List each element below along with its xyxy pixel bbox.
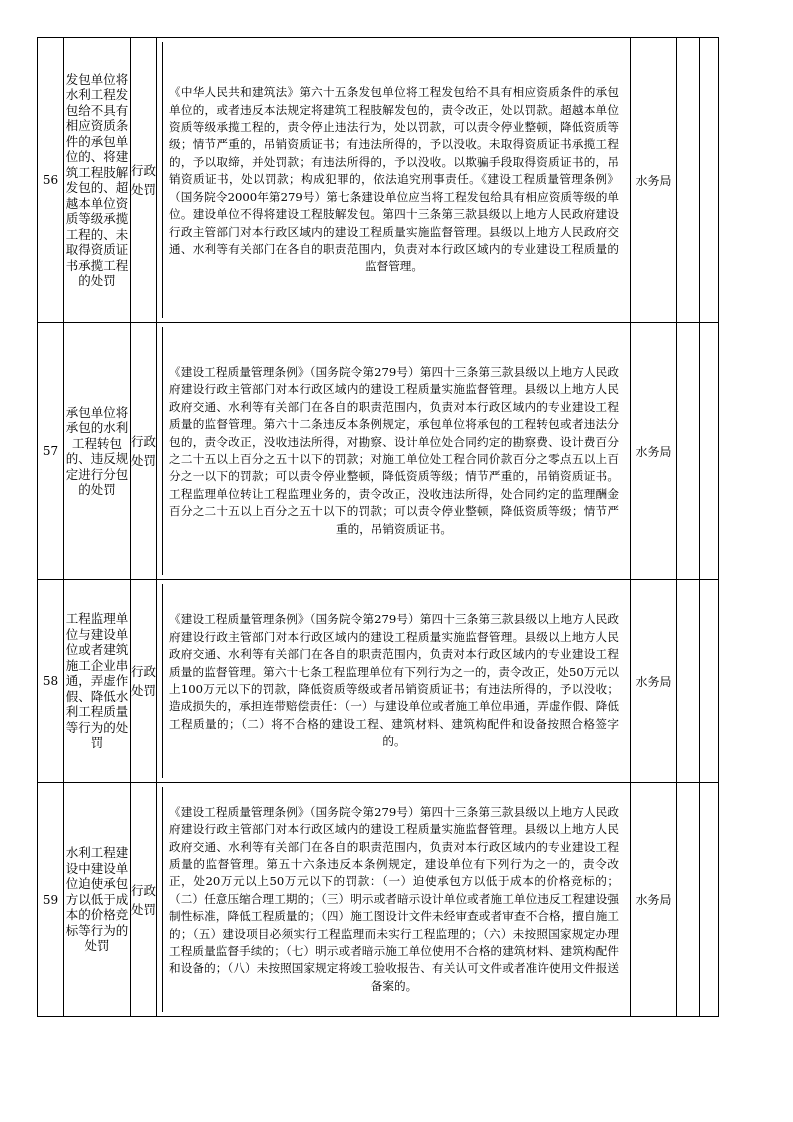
item-type: 行政处罚 — [131, 580, 157, 783]
empty-cell — [700, 783, 719, 1017]
empty-cell — [700, 580, 719, 783]
item-type: 行政处罚 — [131, 323, 157, 580]
department: 水务局 — [631, 323, 677, 580]
row-number: 59 — [38, 783, 64, 1017]
legal-basis-text: 《建设工程质量管理条例》（国务院令第279号）第四十三条第三款县级以上地方人民政府建设行政主管部门对本行政区域内的建设工程质量实施监督管理。县级以上地方人民政府交通、水利等有关部门在各自的职责范围内，负责对本行政区域内的专业建设工程质量的监督管理。第六十二条违反本条例规定，承包单位将承包的工程转包或者违法分包的，责令改正，没收违法所得，对勘察、设计单位处合同约定的勘察费、设计费百分之二十五以上百分之五十以下的罚款；对施工单位处工程合同价款百分之零点五以上百分之一以下的罚款；可以责令停业整顿，降低资质等级；情节严重的，吊销资质证书。工程监理单位转让工程监理业务的，责令改正，没收违法所得，处合同约定的监理酬金百分之二十五以上百分之五十以下的罚款；可以责令停业整顿，降低资质等级；情节严重的，吊销资质证书。 — [169, 364, 619, 536]
item-type: 行政处罚 — [131, 783, 157, 1017]
legal-basis-cell — [157, 323, 631, 580]
legal-basis-text: 《中华人民共和建筑法》第六十五条发包单位将工程发包给不具有相应资质条件的承包单位的，或者违反本法规定将建筑工程肢解发包的，责令改正，处以罚款。超越本单位资质等级承揽工程的，责令停止违法行为，处以罚款，可以责令停业整顿，降低资质等级；情节严重的，吊销资质证书；有违法所得的，予以没收。未取得资质证书承揽工程的，予以取缔，并处罚款；有违法所得的，予以没收。以欺骗手段取得资质证书的，吊销资质证书，处以罚款；构成犯罪的，依法追究刑事责任。《建设工程质量管理条例》（国务院令2000年第279号）第七条建设单位应当将工程发包给具有相应资质等级的单位。建设单位不得将建设工程肢解发包。第四十三条第三款县级以上地方人民政府建设行政主管部门对本行政区域内的建设工程质量实施监督管理。县级以上地方人民政府交通、水利等有关部门在各自的职责范围内，负责对本行政区域内的专业建设工程质量的监督管理。 — [169, 85, 619, 274]
item-name: 承包单位将承包的水利工程转包的、违反规定进行分包的处罚 — [64, 323, 131, 580]
legal-basis-text: 《建设工程质量管理条例》（国务院令第279号）第四十三条第三款县级以上地方人民政府建设行政主管部门对本行政区域内的建设工程质量实施监督管理。县级以上地方人民政府交通、水利等有关部门在各自的职责范围内，负责对本行政区域内的专业建设工程质量的监督管理。第五十六条违反本条例规定，建设单位有下列行为之一的，责令改正，处20万元以上50万元以下的罚款：（一）迫使承包方以低于成本的价格竞标的；（二）任意压缩合理工期的；（三）明示或者暗示设计单位或者施工单位违反工程建设强制性标准，降低工程质量的；（四）施工图设计文件未经审查或者审查不合格，擅自施工的；（五）建设项目必须实行工程监理而未实行工程监理的；（六）未按照国家规定办理工程质量监督手续的；（七）明示或者暗示施工单位使用不合格的建筑材料、建筑构配件和设备的；（八）未按照国家规定将竣工验收报告、有关认可文件或者准许使用文件报送备案的。 — [169, 804, 619, 993]
item-name: 工程监理单位与建设单位或者建筑施工企业串通，弄虚作假、降低水利工程质量等行为的处罚 — [64, 580, 131, 783]
department: 水务局 — [631, 38, 677, 323]
item-name: 发包单位将水利工程发包给不具有相应资质条件的承包单位的、将建筑工程肢解发包的、超越本单位资质等级承揽工程的、未取得资质证书承揽工程的处罚 — [64, 38, 131, 323]
row-number: 56 — [38, 38, 64, 323]
legal-basis-cell — [157, 783, 631, 1017]
empty-cell — [700, 323, 719, 580]
row-number: 58 — [38, 580, 64, 783]
empty-cell — [700, 38, 719, 323]
row-number: 57 — [38, 323, 64, 580]
empty-cell — [677, 783, 700, 1017]
penalty-table — [37, 37, 719, 1017]
department: 水务局 — [631, 580, 677, 783]
table-row — [38, 783, 719, 1017]
table-row — [38, 323, 719, 580]
table-row — [38, 38, 719, 323]
empty-cell — [677, 38, 700, 323]
legal-basis-text: 《建设工程质量管理条例》（国务院令第279号）第四十三条第三款县级以上地方人民政府建设行政主管部门对本行政区域内的建设工程质量实施监督管理。县级以上地方人民政府交通、水利等有关部门在各自的职责范围内，负责对本行政区域内的专业建设工程质量的监督管理。第六十七条工程监理单位有下列行为之一的，责令改正，处50万元以上100万元以下的罚款，降低资质等级或者吊销资质证书；有违法所得的，予以没收；造成损失的，承担连带赔偿责任：（一）与建设单位或者施工单位串通，弄虚作假、降低工程质量的；（二）将不合格的建设工程、建筑材料、建筑构配件和设备按照合格签字的。 — [169, 612, 619, 749]
table-row — [38, 580, 719, 783]
legal-basis-cell — [157, 580, 631, 783]
department: 水务局 — [631, 783, 677, 1017]
legal-basis-cell — [157, 38, 631, 323]
item-type: 行政处罚 — [131, 38, 157, 323]
empty-cell — [677, 323, 700, 580]
item-name: 水利工程建设中建设单位迫使承包方以低于成本的价格竞标等行为的处罚 — [64, 783, 131, 1017]
empty-cell — [677, 580, 700, 783]
